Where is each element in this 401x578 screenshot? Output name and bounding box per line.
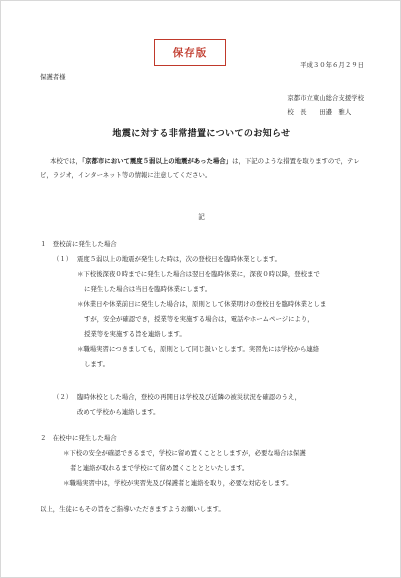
section2-line: 者と連絡が取れるまで学校にて留め置くこととといたします。 — [70, 464, 249, 472]
document-date: 平成３０年６月２９日 — [300, 61, 364, 69]
section1-item1-label: （１） — [53, 255, 73, 263]
section1-item1-line: ＊休業日や休業前日に発生した場合は，原則として休業明けの登校日を臨時休業としま — [77, 300, 327, 308]
section1-item2-line: 臨時休校とした場合，登校の再開日は学校及び近隣の被災状況を確認のうえ， — [77, 393, 302, 401]
ki-heading: 記 — [198, 213, 205, 221]
issuer-school: 京都市立東山総合支援学校 — [287, 94, 364, 102]
section1-item1-line: に発生した場合は当日を臨時休業にします。 — [84, 285, 212, 293]
section1-item1-line: すが，安全が確認でき，授業等を実施する場合は，電話やホームページにより， — [84, 315, 314, 323]
section1-item1-line: 授業等を実施する旨を連絡します。 — [84, 330, 186, 338]
archive-stamp: 保存版 — [154, 39, 226, 66]
section1-item1-line: します。 — [84, 360, 110, 368]
section2-line: ＊下校の安全が確認できるまで，学校に留め置くこととしますが，必要な場合は保護 — [63, 449, 306, 457]
section1-heading: １ 登校前に発生した場合 — [40, 240, 117, 248]
issuer-principal: 校 長 田邉 雅人 — [287, 108, 352, 116]
section2-line: ＊職場実習中は，学校が実習先及び保護者と連絡を取り，必要な対応をします。 — [63, 479, 293, 487]
issuer-block — [287, 91, 364, 119]
section2-heading: ２ 在校中に発生した場合 — [40, 434, 117, 442]
section1-item1-line: 震度５弱以上の地震が発生した時は，次の登校日を臨時休業とします。 — [77, 255, 281, 263]
recipient-line: 保護者様 — [40, 73, 66, 81]
intro-emphasis: 「京都市において震度５弱以上の地震があった場合」 — [81, 157, 233, 165]
intro-lead: 本校では， — [50, 157, 82, 165]
intro-rest: は，下記のような措置を取りますので，テレビ，ラジオ，インターネット等の情報に注意してください。 — [40, 157, 360, 179]
intro-paragraph — [40, 154, 370, 182]
section1-item2-line: 改めて学校から連絡します。 — [77, 408, 160, 416]
closing-line: 以上，生徒にもその旨をご指導いただきますようお願いします。 — [40, 505, 225, 513]
document-title: 地震に対する非常措置についてのお知らせ — [112, 129, 291, 139]
section1-item1-line: ＊職場実習につきましても，原則として同じ扱いとします。実習先には学校から連絡 — [77, 345, 320, 353]
section1-item1-line: ＊下校後深夜０時までに発生した場合は翌日を臨時休業に，深夜０時以降，登校まで — [77, 270, 320, 278]
section1-item2-label: （２） — [53, 393, 73, 401]
